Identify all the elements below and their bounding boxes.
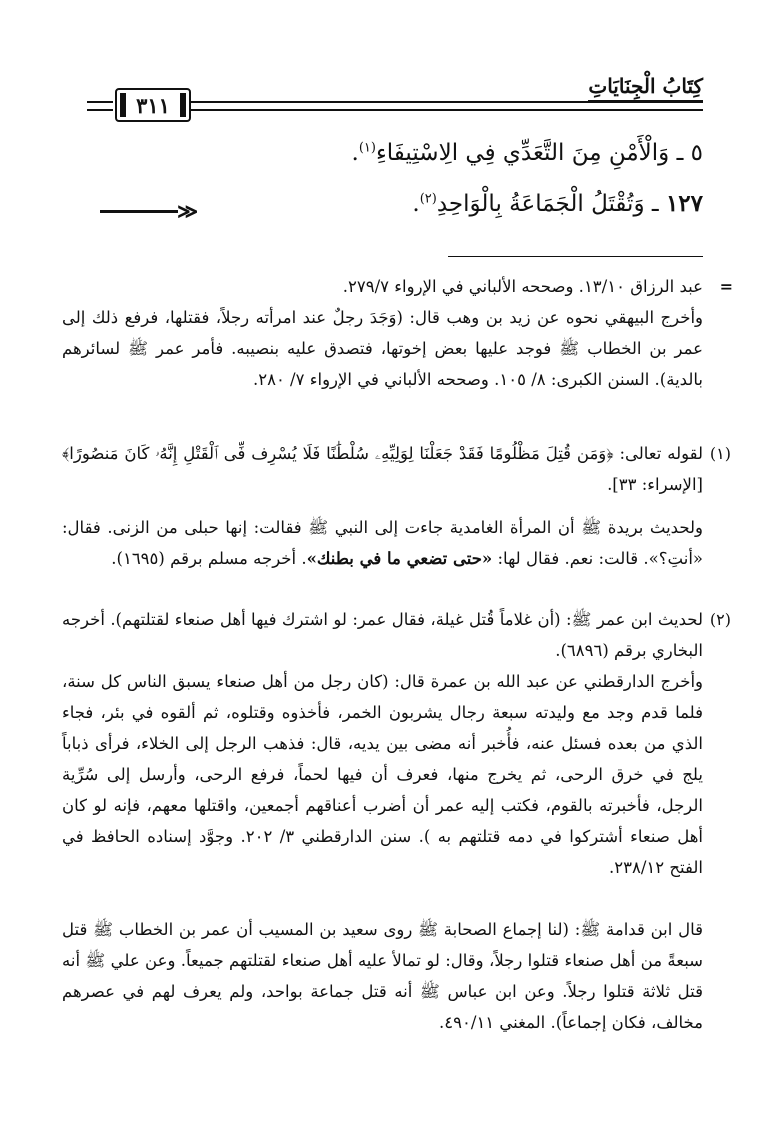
footnote-2-paragraph: وأخرج الدارقطني عن عبد الله بن عمرة قال: (كان رجل من أهل صنعاء يسبق الناس كل سنة، فلما قدم وجد مع وليدته سبعة رجال يشربون الخمر، فأخذوه وقتلوه، ثم ألقوه في بئر، فجاء الذي من بعده فسئل عنه، فأُخبر أنه مضى بين يديه، قال: فذهب الرجل إلى الخلاء، فرأى ذباباً يلج في خرق الرحى، ثم يخرج منها، فعرف أن فيها لحماً، فرفع الرحى، وأرسل إلى سُرِّية الرجل، فأخبرته بالقوم، فكتب إليه عمر أن أضرب أعناقهم أجمعين، واقتلها معهم، فإنه لو كان أهل صنعاء أشتركوا في دمه قتلتهم به ). سنن الدارقطني ٣/ ٢٠٢. وجوَّد إسناده الحافظ في الفتح ٢٣٨/١٢. [62,672,703,877]
matn-text: ٥ ـ وَالْأَمْنِ مِنَ التَّعَدِّي فِي الِاسْتِيفَاءِ [375,140,703,166]
footnote-2-paragraph: قال ابن قدامة ﷺ: (لنا إجماع الصحابة ﷺ روى سعيد بن المسيب أن عمر بن الخطاب ﷺ قتل سبعةً من أهل صنعاء قتلوا رجلاً، وقال: لو تمالأ عليه أهل صنعاء لقتلتهم جميعاً. وعن علي ﷺ أنه قتل ثلاثة قتلوا رجلاً. وعن ابن عباس ﷺ أنه قتل جماعة بواحد، ولم يعرف لهم في عصرهم مخالف، فكان إجماعاً). المغني ٤٩٠/١١. [62,920,703,1032]
header-rule-right [189,101,703,111]
continuation-marker: = [719,277,733,296]
page-number: ٣١١ [115,88,191,122]
footnote-continuation-paragraph: وأخرج البيهقي نحوه عن زيد بن وهب قال: (وَجَدَ رجلٌ عند امرأته رجلاً، فقتلها، فرفع ذلك إلى عمر بن الخطاب ﷺ فوجد عليها بعض إخوتها، فتصدق عليه بنصيبه. فأمر عمر ﷺ لسائرهم بالدية). السنن الكبرى: ٨/ ١٠٥. وصححه الألباني في الإرواء ٧/ ٢٨٠. [62,308,703,389]
footnote-continuation: = عبد الرزاق ١٣/١٠. وصححه الألباني في الإرواء ٢٧٩/٧. [62,271,703,302]
footnote-2: (٢) لحديث ابن عمر ﷺ: (أن غلاماً قُتل غيلة، فقال عمر: لو اشترك فيها أهل صنعاء لقتلتهم). أخرجه البخاري برقم (٦٨٩٦). [62,604,703,666]
header-rule-left [87,101,113,111]
running-title: كِتَابُ الْجِنَايَاتِ [588,74,703,102]
footnote-1: (١) لقوله تعالى: ﴿وَمَن قُتِلَ مَظْلُومًا فَقَدْ جَعَلْنَا لِوَلِيِّهِۦ سُلْطَٰنًا فَلَا يُسْرِف فِّى ٱلْقَتْلِ إِنَّهُۥ كَانَ مَنصُورًا﴾ [الإسراء: ٣٣]. [62,438,703,500]
matn-text: ـ وَتُقْتَلُ الْجَمَاعَةُ بِالْوَاحِدِ [436,191,666,217]
matn-line-5: ٥ ـ وَالْأَمْنِ مِنَ التَّعَدِّي فِي الِاسْتِيفَاءِ$^{(١)}$. [351,140,703,166]
footnote-ref-2: (٢) [419,191,437,207]
section-arrow-icon: ≪ [100,200,198,222]
matn-line-127: ١٢٧ ـ وَتُقْتَلُ الْجَمَاعَةُ بِالْوَاحِدِ$^{(٢)}$. [412,190,703,217]
footnote-marker: (١) [709,444,731,463]
footnote-marker: (٢) [709,610,731,629]
footnote-1-paragraph: ولحديث بريدة ﷺ أن المرأة الغامدية جاءت إلى النبي ﷺ فقالت: إنها حبلى من الزنى. فقال: «أنتِ؟». قالت: نعم. فقال لها: «حتى تضعي ما في بطنك». أخرجه مسلم برقم (١٦٩٥). [62,518,703,568]
footnote-ref-1: (١) [358,140,376,156]
footnote-separator [448,256,703,257]
section-number: ١٢٧ [665,190,703,217]
